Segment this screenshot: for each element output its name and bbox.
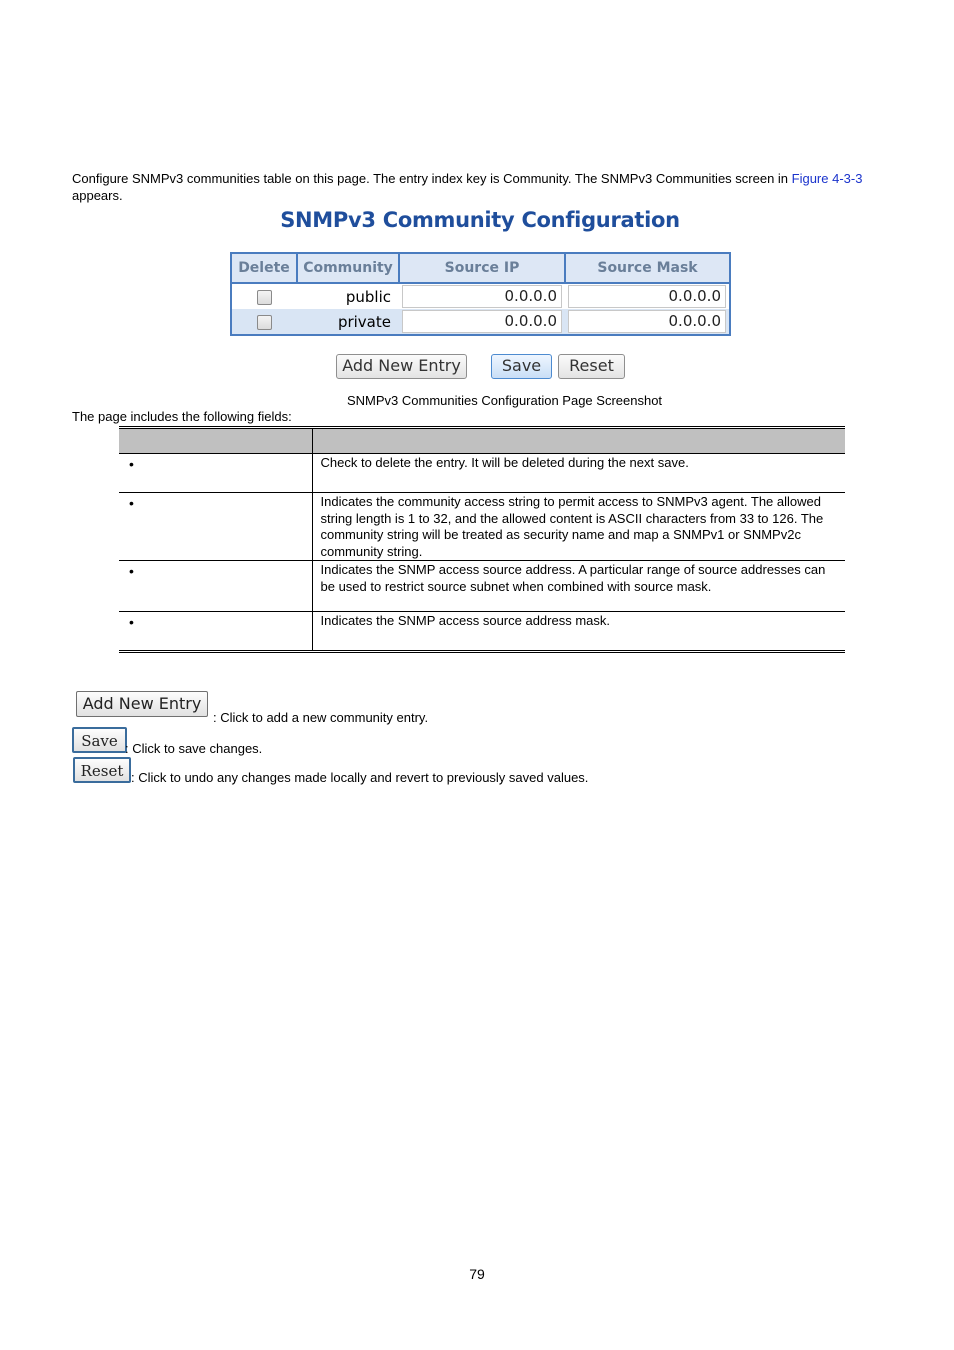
community-table: [230, 252, 731, 336]
header-object: [119, 428, 312, 454]
legend-reset-text: : Click to undo any changes made locally and revert to previously saved values.: [131, 770, 589, 785]
bullet: •: [129, 614, 134, 630]
fields-intro: The page includes the following fields:: [72, 409, 292, 424]
intro-paragraph: [72, 171, 882, 204]
col-source-mask: Source Mask: [565, 254, 729, 283]
source-mask-input[interactable]: 0.0.0.0: [568, 310, 726, 333]
legend-save-button[interactable]: Save: [72, 727, 127, 753]
source-mask-input[interactable]: 0.0.0.0: [568, 285, 726, 308]
field-description: Indicates the community access string to permit access to SNMPv3 agent. The allowed string length is 1 to 32, and the allowed content is ASCII characters from 33 to 126. The community string will be treated as security name and map a SNMPv1 or SNMPv2c community string.: [312, 493, 845, 561]
bullet: •: [129, 563, 134, 579]
figure-caption: SNMPv3 Communities Configuration Page Screenshot: [347, 393, 663, 408]
table-row: [119, 561, 845, 612]
table-row: [119, 612, 845, 652]
header-description: [312, 428, 845, 454]
source-ip-input[interactable]: 0.0.0.0: [402, 285, 562, 308]
field-description: Check to delete the entry. It will be deleted during the next save.: [312, 454, 845, 493]
page-number: 79: [469, 1266, 485, 1282]
screenshot-title: SNMPv3 Community Configuration: [280, 208, 680, 232]
field-description: Indicates the SNMP access source address mask.: [312, 612, 845, 652]
table-row: [232, 283, 729, 309]
col-community: Community: [297, 254, 399, 283]
table-row: [232, 309, 729, 334]
legend-reset-button[interactable]: Reset: [73, 757, 131, 783]
legend-save-text: : Click to save changes.: [125, 741, 263, 756]
field-description: Indicates the SNMP access source address. A particular range of source addresses can be used to restrict source subnet when combined with source mask.: [312, 561, 845, 612]
bullet: •: [129, 495, 134, 511]
community-cell: private: [297, 309, 399, 334]
bullet: •: [129, 456, 134, 472]
delete-checkbox[interactable]: [257, 290, 272, 305]
add-new-entry-button[interactable]: Add New Entry: [336, 354, 467, 379]
source-ip-input[interactable]: 0.0.0.0: [402, 310, 562, 333]
delete-checkbox[interactable]: [257, 315, 272, 330]
col-source-ip: Source IP: [399, 254, 565, 283]
legend-add-button[interactable]: Add New Entry: [76, 691, 208, 717]
save-button[interactable]: Save: [491, 354, 552, 379]
fields-table-header: [119, 428, 845, 454]
fields-table: [119, 426, 845, 653]
community-table-header: [232, 254, 729, 283]
legend-add-text: : Click to add a new community entry.: [213, 710, 429, 725]
community-cell: public: [297, 283, 399, 309]
col-delete: Delete: [232, 254, 297, 283]
table-row: [119, 454, 845, 493]
reset-button[interactable]: Reset: [558, 354, 625, 379]
table-row: [119, 493, 845, 561]
intro-text: Configure SNMPv3 communities table on this page. The entry index key is Community. The SNMPv3 Communities screen in: [72, 171, 792, 186]
figure-link[interactable]: Figure 4-3-3: [791, 171, 863, 186]
intro-text-end: appears.: [72, 187, 123, 203]
